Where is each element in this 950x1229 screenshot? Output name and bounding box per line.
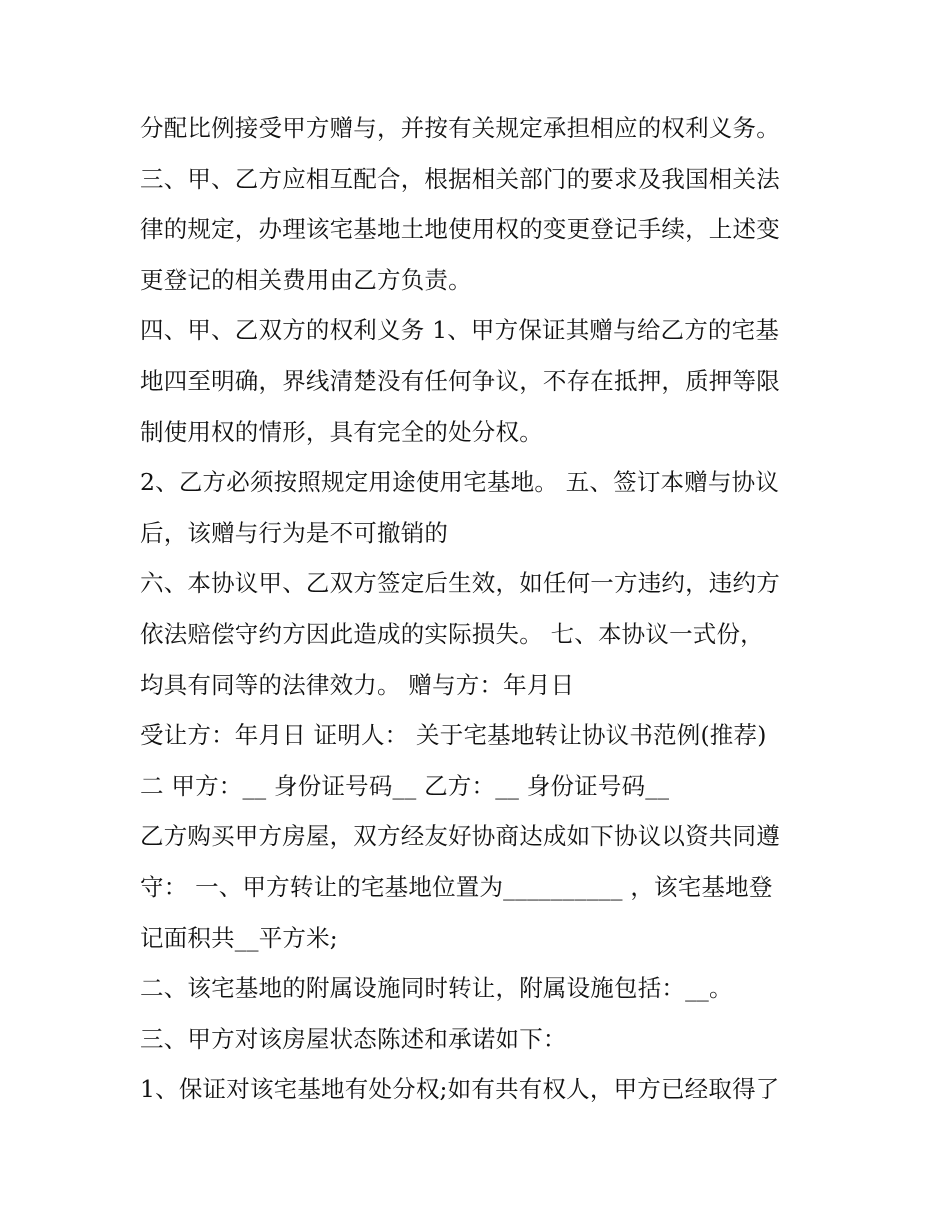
paragraph-line: 受让方：年月日 证明人： 关于宅基地转让协议书范例(推荐) [140,721,767,750]
paragraph-line: 六、本协议甲、乙双方签定后生效，如任何一方违约，违约方 [140,569,780,598]
paragraph-line: 三、甲、乙方应相互配合，根据相关部门的要求及我国相关法 [140,164,780,193]
paragraph-line: 依法赔偿守约方因此造成的实际损失。 七、本协议一式份， [140,619,764,648]
paragraph-line: 乙方购买甲方房屋，双方经友好协商达成如下协议以资共同遵 [140,822,780,851]
paragraph-line: 更登记的相关费用由乙方负责。 [140,265,472,294]
document-body [140,103,830,1115]
paragraph-line: 地四至明确，界线清楚没有任何争议，不存在抵押，质押等限 [140,366,780,395]
paragraph-line: 分配比例接受甲方赠与，并按有关规定承担相应的权利义务。 [140,114,780,142]
paragraph-line: 守： 一、甲方转让的宅基地位置为__________ ，该宅基地登 [140,872,773,901]
paragraph-line: 二 甲方：__ 身份证号码__ 乙方：__ 身份证号码__ [140,771,670,800]
paragraph-line: 律的规定，办理该宅基地土地使用权的变更登记手续，上述变 [140,215,780,244]
paragraph-line: 记面积共__平方米; [140,923,338,952]
paragraph-line: 后，该赠与行为是不可撤销的 [140,518,449,547]
paragraph-line: 均具有同等的法律效力。 赠与方：年月日 [140,670,575,699]
paragraph-line: 二、该宅基地的附属设施同时转让，附属设施包括：__。 [140,974,733,1003]
paragraph-line: 2、乙方必须按照规定用途使用宅基地。 五、签订本赠与协议 [140,468,780,497]
paragraph-line: 四、甲、乙双方的权利义务 1、甲方保证其赠与给乙方的宅基 [140,316,780,345]
paragraph-line: 1、保证对该宅基地有处分权;如有共有权人，甲方已经取得了 [140,1075,780,1104]
paragraph-line: 制使用权的情形，具有完全的处分权。 [140,417,543,446]
paragraph-line: 三、甲方对该房屋状态陈述和承诺如下： [140,1024,567,1053]
